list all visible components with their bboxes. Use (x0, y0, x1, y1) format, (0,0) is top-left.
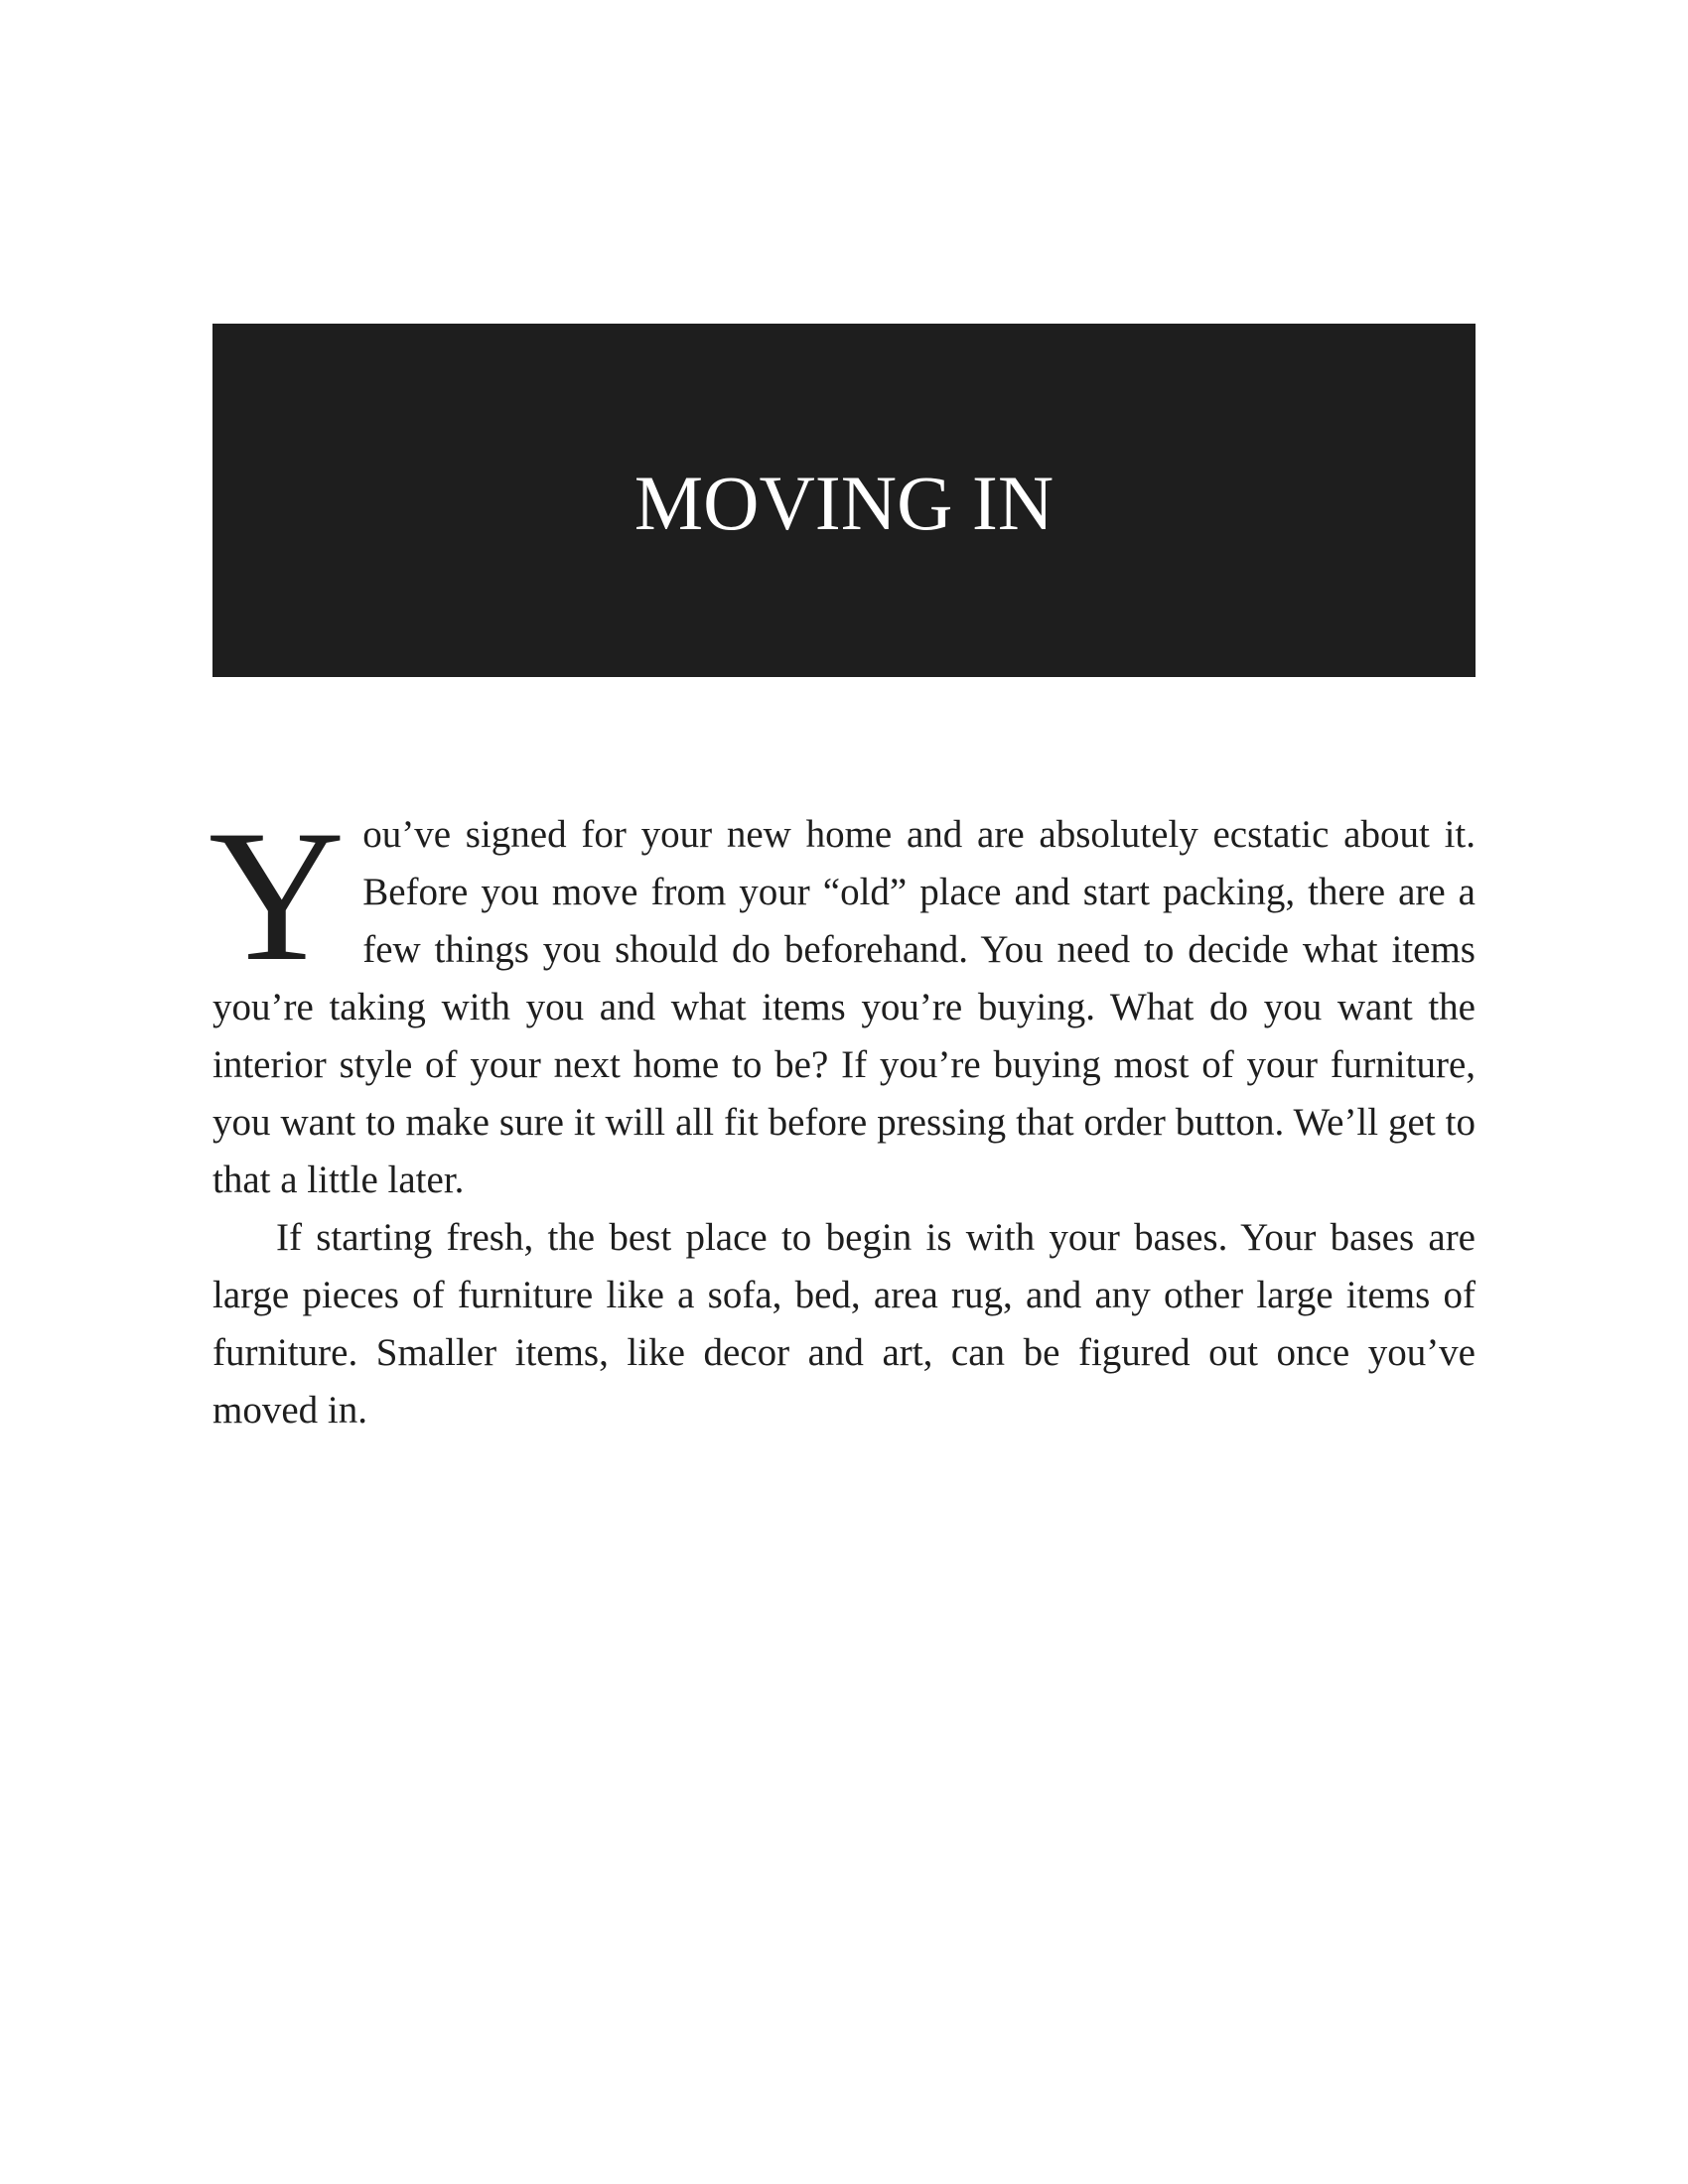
paragraph-1-text: ou’ve signed for your new home and are absolutely ecstatic about it. Before you move from your “old” place and start packing, there are a few things you should do beforehand. You need to decide what items you’re taking with you and what items you’re buying. What do you want the interior style of your next home to be? If you’re buying most of your furniture, you want to make sure it will all fit before pressing that order button. We’ll get to that a little later. (212, 813, 1476, 1201)
paragraph-1 (209, 792, 1476, 1209)
chapter-title-band (212, 324, 1476, 677)
chapter-body (209, 792, 1476, 1439)
drop-cap-letter: Y (209, 792, 346, 1001)
paragraph-2: If starting fresh, the best place to begin is with your bases. Your bases are large pieces of furniture like a sofa, bed, area rug, and any other large items of furniture. Smaller items, like decor and art, can be figured out once you’ve moved in. (212, 1216, 1476, 1432)
chapter-title: MOVING IN (633, 460, 1055, 546)
